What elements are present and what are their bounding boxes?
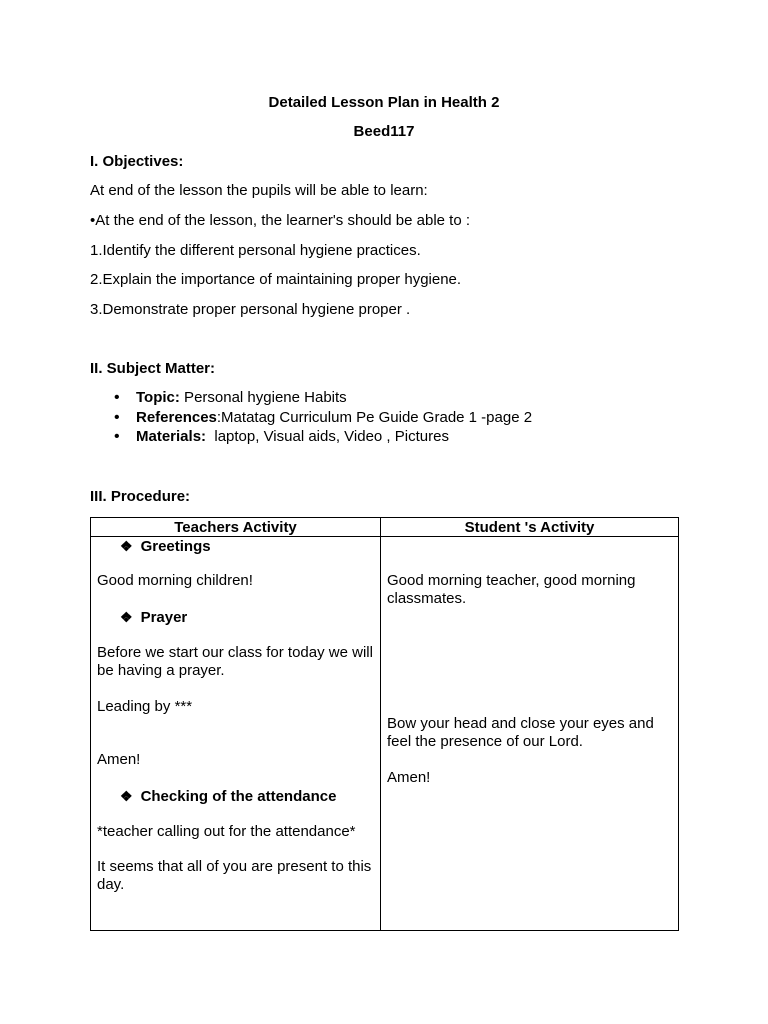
teacher-prayer-text: Before we start our class for today we will be having a prayer. [97,644,373,679]
objectives-bullet: •At the end of the lesson, the learner's should be able to : [90,212,471,229]
references-label: References [136,408,217,426]
materials-value: laptop, Visual aids, Video , Pictures [206,428,449,445]
list-item [114,409,532,429]
objectives-intro: At end of the lesson the pupils will be able to learn: [90,182,428,199]
prayer-label: Prayer [140,609,188,626]
objective-item-1: 1.Identify the different personal hygiene practices. [90,242,421,259]
diamond-bullet-icon: ❖ [120,538,133,554]
diamond-bullet-icon: ❖ [120,609,133,625]
student-amen: Amen! [387,769,431,786]
greetings-label: Greetings [140,538,211,555]
greetings-label-row [120,537,211,556]
table-row [91,537,679,931]
list-item [114,389,532,409]
objectives-heading: I. Objectives: [90,153,184,170]
attendance-label: Checking of the attendance [140,788,337,805]
references-value: :Matatag Curriculum Pe Guide Grade 1 -page 2 [216,408,533,426]
document-subtitle: Beed117 [353,123,415,140]
procedure-table [90,517,679,931]
subject-matter-list [114,389,532,448]
column-header-student: Student 's Activity [381,518,679,537]
student-prayer: Bow your head and close your eyes and feel the presence of our Lord. [387,715,654,750]
diamond-bullet-icon: ❖ [120,788,133,804]
column-header-teacher: Teachers Activity [91,518,381,537]
topic-value: Personal hygiene Habits [179,389,347,406]
prayer-label-row [120,608,187,627]
objective-item-2: 2.Explain the importance of maintaining proper hygiene. [90,271,462,288]
attendance-label-row [120,787,336,806]
subject-matter-heading: II. Subject Matter: [90,360,216,377]
objective-item-3: 3.Demonstrate proper personal hygiene proper . [90,301,411,318]
teacher-activity-cell [91,537,381,931]
document-title: Detailed Lesson Plan in Health 2 [268,94,500,111]
table-header-row [91,518,679,537]
topic-label: Topic: [136,389,180,406]
teacher-leading: Leading by *** [97,698,193,715]
procedure-heading: III. Procedure: [90,488,191,505]
list-item [114,428,532,448]
teacher-greeting: Good morning children! [97,572,253,589]
teacher-amen: Amen! [97,751,141,768]
teacher-attendance-note: It seems that all of you are present to this day. [97,858,372,893]
student-activity-cell [381,537,679,931]
materials-label: Materials: [136,428,207,445]
student-greeting: Good morning teacher, good morning classmates. [387,572,636,607]
teacher-attendance-call: *teacher calling out for the attendance* [97,823,356,840]
